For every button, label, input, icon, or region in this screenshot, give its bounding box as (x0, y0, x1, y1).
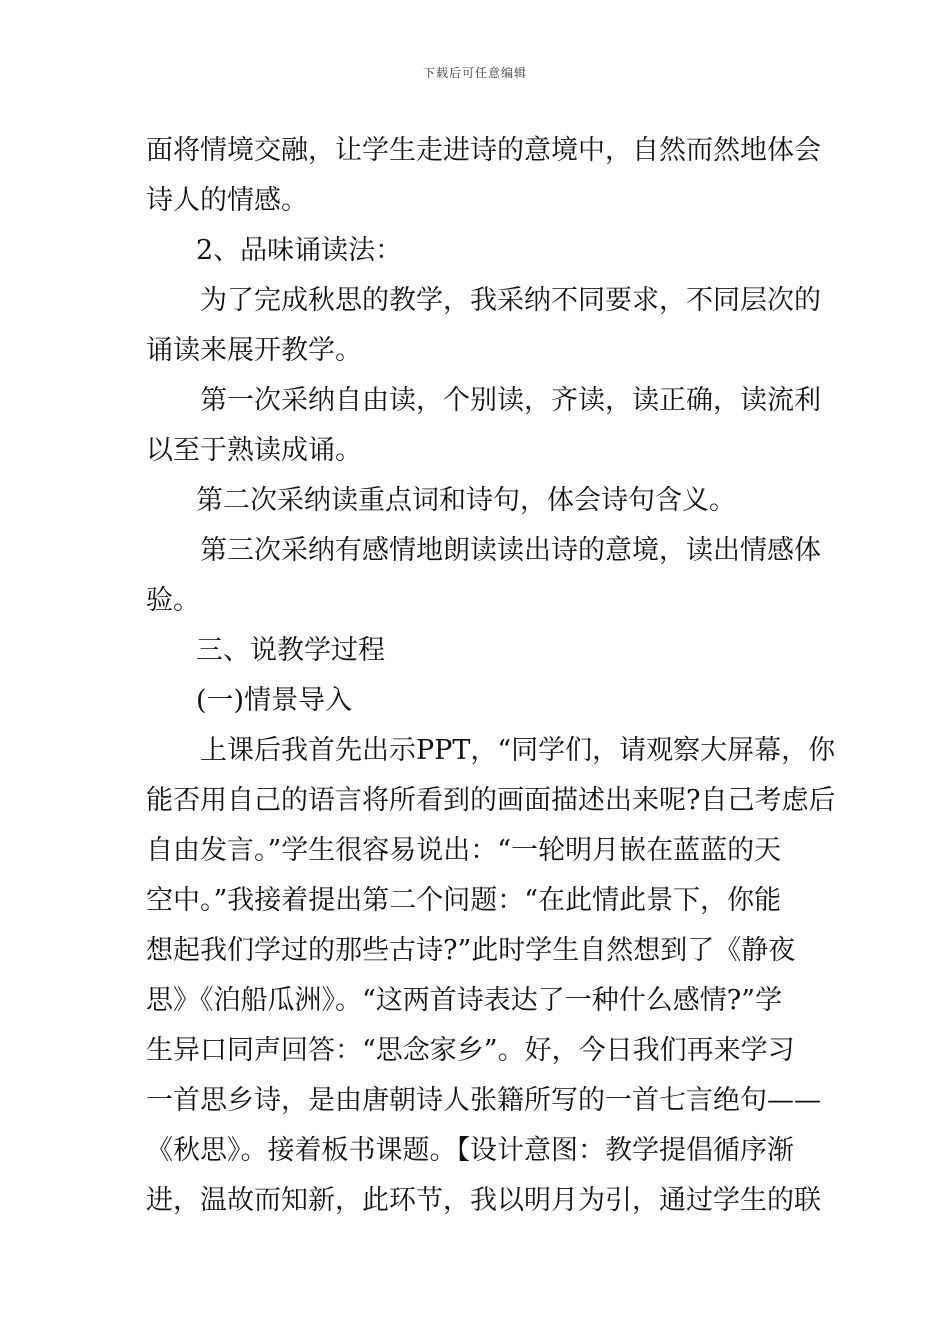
text-line: 面将情境交融，让学生走进诗的意境中，自然而然地体会 (146, 135, 821, 166)
text-line: 生异口同声回答：“思念家乡”。好，今日我们再来学习 (146, 1035, 795, 1066)
document-body (146, 126, 836, 1226)
text-line: 以至于熟读成诵。 (146, 435, 362, 466)
text-line: 上课后我首先出示PPT，“同学们，请观察大屏幕，你 (200, 735, 836, 766)
text-line: 验。 (146, 585, 200, 616)
text-line: 自由发言。”学生很容易说出：“一轮明月嵌在蓝蓝的天 (146, 835, 782, 866)
text-line: 一首思乡诗，是由唐朝诗人张籍所写的一首七言绝句—— (146, 1085, 821, 1116)
section-heading: 三、说教学过程 (196, 635, 385, 666)
text-line: 思》《泊船瓜洲》。“这两首诗表达了一种什么感情?”学 (146, 985, 783, 1016)
text-line: 为了完成秋思的教学，我采纳不同要求，不同层次的 (200, 285, 821, 316)
text-line: 第三次采纳有感情地朗读读出诗的意境，读出情感体 (200, 535, 821, 566)
text-line: 空中。”我接着提出第二个问题：“在此情此景下，你能 (146, 885, 782, 916)
section-heading: 2、品味诵读法： (196, 235, 403, 266)
text-line: 能否用自己的语言将所看到的画面描述出来呢?自己考虑后 (146, 785, 836, 816)
text-line: 第一次采纳自由读，个别读，齐读，读正确，读流利 (200, 385, 821, 416)
text-line: 想起我们学过的那些古诗?”此时学生自然想到了《静夜 (146, 935, 796, 966)
page-header: 下载后可任意编辑 (422, 66, 527, 80)
subsection-heading: (一)情景导入 (196, 685, 353, 716)
text-line: 诵读来展开教学。 (146, 335, 362, 366)
text-line: 第二次采纳读重点词和诗句，体会诗句含义。 (196, 485, 736, 516)
text-line: 《秋思》。接着板书课题。【设计意图：教学提倡循序渐 (146, 1135, 794, 1166)
text-line: 进，温故而知新，此环节，我以明月为引，通过学生的联 (146, 1185, 821, 1216)
text-line: 诗人的情感。 (146, 185, 308, 216)
